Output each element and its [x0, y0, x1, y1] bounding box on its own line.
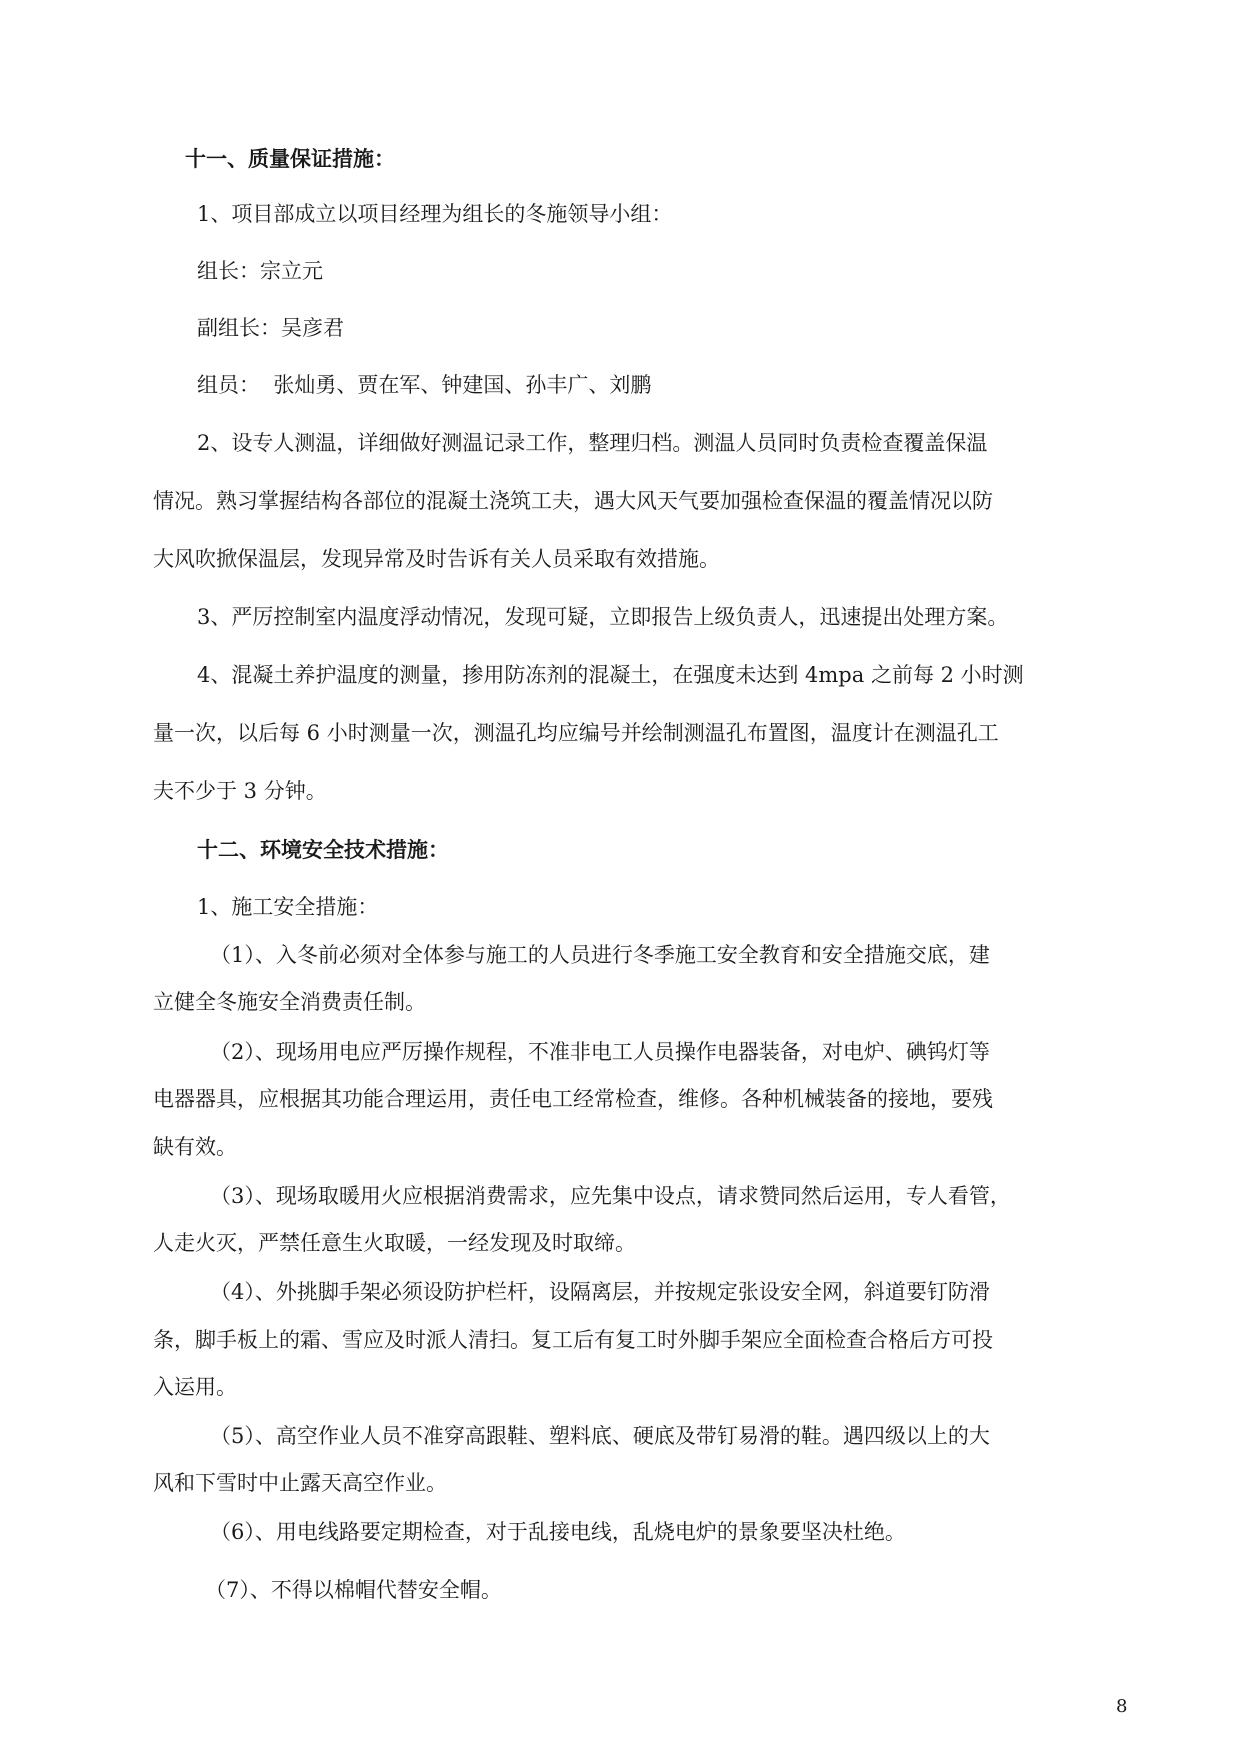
paragraph-line: 4、混凝土养护温度的测量，掺用防冻剂的混凝土，在强度未达到 4mpa 之前每 2 小时测	[197, 663, 1024, 687]
paragraph-line: 大风吹掀保温层，发现异常及时告诉有关人员采取有效措施。	[153, 547, 720, 571]
paragraph-line: （4）、外挑脚手架必须设防护栏杆，设隔离层，并按规定张设安全网，斜道要钉防滑	[210, 1280, 990, 1304]
paragraph-line: 量一次，以后每 6 小时测量一次，测温孔均应编号并绘制测温孔布置图，温度计在测温孔工	[153, 721, 999, 745]
paragraph-line: 风和下雪时中止露天高空作业。	[153, 1471, 447, 1495]
paragraph-line: （2）、现场用电应严厉操作规程，不准非电工人员操作电器装备，对电炉、碘钨灯等	[210, 1040, 990, 1064]
paragraph-line: 1、施工安全措施：	[197, 895, 379, 919]
paragraph-line: （5）、高空作业人员不准穿高跟鞋、塑料底、硬底及带钉易滑的鞋。遇四级以上的大	[210, 1424, 990, 1448]
paragraph-line: （7）、不得以棉帽代替安全帽。	[205, 1578, 502, 1602]
section-heading-quality: 十一、质量保证措施：	[185, 146, 395, 171]
paragraph-line: （1）、入冬前必须对全体参与施工的人员进行冬季施工安全教育和安全措施交底，建	[210, 943, 990, 967]
paragraph-line: 2、设专人测温，详细做好测温记录工作，整理归档。测温人员同时负责检查覆盖保温	[197, 431, 988, 455]
paragraph-line: 条，脚手板上的霜、雪应及时派人清扫。复工后有复工时外脚手架应全面检查合格后方可投	[153, 1328, 993, 1352]
paragraph-line: 副组长：吴彦君	[197, 316, 344, 340]
paragraph-line: 电器器具，应根据其功能合理运用，责任电工经常检查，维修。各种机械装备的接地，要残	[153, 1087, 993, 1111]
paragraph-line: 夫不少于 3 分钟。	[153, 779, 327, 803]
paragraph-line: （3）、现场取暖用火应根据消费需求，应先集中设点，请求赞同然后运用，专人看管，	[210, 1184, 1011, 1208]
paragraph-line: 缺有效。	[153, 1135, 237, 1159]
paragraph-line: 组长：宗立元	[197, 259, 323, 283]
paragraph-line: （6）、用电线路要定期检查，对于乱接电线，乱烧电炉的景象要坚决杜绝。	[210, 1520, 906, 1544]
paragraph-line: 情况。熟习掌握结构各部位的混凝土浇筑工夫，遇大风天气要加强检查保温的覆盖情况以防	[153, 489, 993, 513]
paragraph-line: 人走火灭，严禁任意生火取暖，一经发现及时取缔。	[153, 1231, 636, 1255]
page-number: 8	[1116, 1696, 1128, 1717]
paragraph-line: 立健全冬施安全消费责任制。	[153, 990, 426, 1014]
paragraph-line: 入运用。	[153, 1375, 237, 1399]
paragraph-line: 3、严厉控制室内温度浮动情况，发现可疑，立即报告上级负责人，迅速提出处理方案。	[197, 605, 1009, 629]
paragraph-line: 1、项目部成立以项目经理为组长的冬施领导小组：	[197, 202, 673, 226]
paragraph-line: 组员： 张灿勇、贾在军、钟建国、孙丰广、刘鹏	[197, 373, 652, 397]
section-heading-environment-safety: 十二、环境安全技术措施：	[197, 837, 449, 862]
